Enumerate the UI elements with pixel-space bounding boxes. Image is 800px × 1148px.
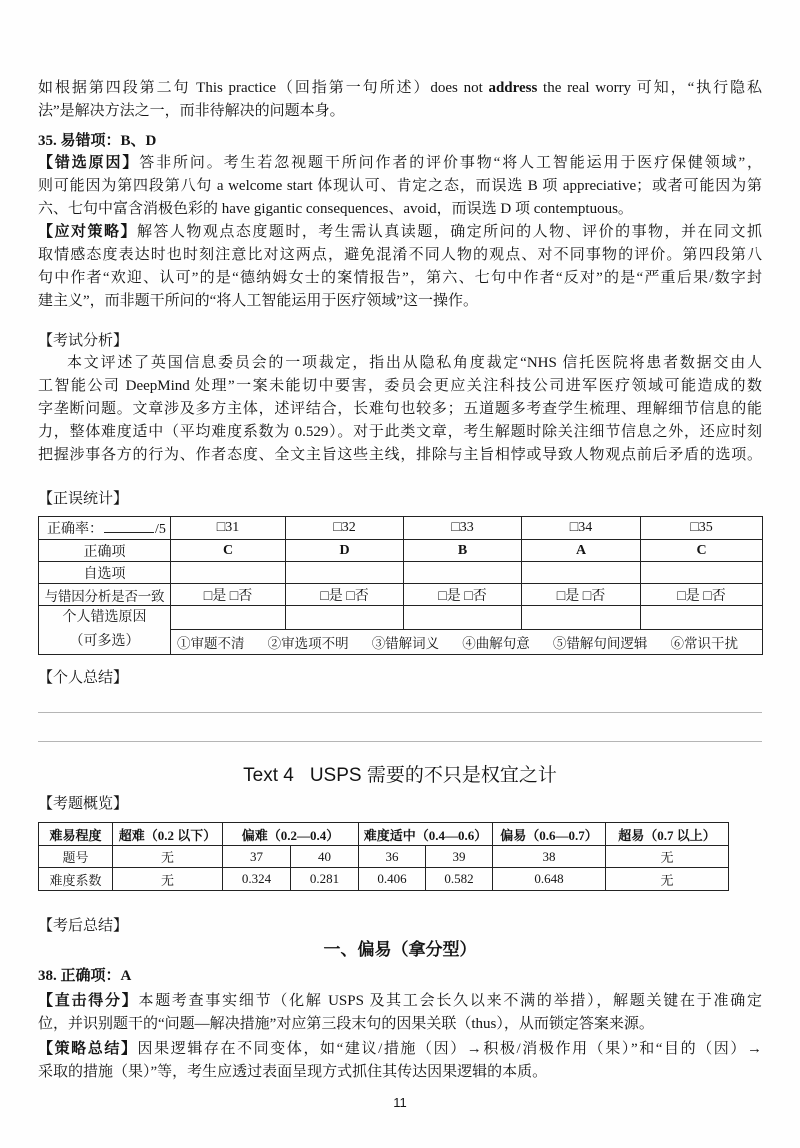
overview-header-cell: 超易（0.7 以上）	[606, 823, 729, 846]
summary-rule-line	[38, 741, 762, 742]
accuracy-blank	[104, 520, 154, 533]
stats-heading: 【正误统计】	[38, 490, 129, 507]
question-34-box: □34	[522, 517, 641, 540]
personal-reason-label: 个人错选原因 （可多选）	[39, 606, 171, 655]
answer-stats-table	[38, 516, 763, 655]
personal-reason-cell	[522, 606, 641, 630]
question-32-box: □32	[286, 517, 404, 540]
consistent-label: 与错因分析是否一致	[39, 584, 171, 606]
q38-strategy-line-1: 【策略总结】因果逻辑存在不同变体，如“建议/措施（因）→积极/消极作用（果）”和“目的（因）→	[38, 1041, 762, 1057]
q38-heading: 38. 正确项：A	[38, 968, 132, 984]
q35-strategy-line-4: 建主义”，而非题干所问的“将人工智能运用于医疗领域”这一操作。	[38, 293, 478, 309]
stats-row-correct	[39, 540, 763, 562]
question-number: 36	[359, 846, 426, 868]
exam-analysis-line-2: 工智能公司 DeepMind 处理”一案未能切中要害，委员会更应关注科技公司进军医疗领域可能造成的数	[38, 378, 762, 394]
exam-analysis-line-4: 力，整体难度适中（平均难度系数为 0.529）。对于此类文章，考生解题时除关注细节信息之外，还应时刻	[38, 424, 762, 440]
question-number: 38	[493, 846, 606, 868]
q38-strategy-line-2: 采取的措施（果）”等，考生应透过表面呈现方式抓住其传达因果逻辑的本质。	[38, 1064, 548, 1080]
difficulty-coef: 0.582	[426, 868, 493, 891]
correct-answer: D	[286, 540, 404, 562]
exam-analysis-paragraph	[38, 352, 762, 467]
page-number: 11	[393, 1095, 407, 1110]
difficulty-coef: 0.648	[493, 868, 606, 891]
self-choice-cell	[171, 562, 286, 584]
q35-reason-line-1: 【错选原因】答非所问。考生若忽视题干所问作者的评价事物“将人工智能运用于医疗保健领域”，	[38, 155, 762, 171]
bold-keyword: address	[488, 80, 538, 96]
q38-score-paragraph	[38, 990, 762, 1036]
difficulty-coef: 0.324	[223, 868, 291, 891]
difficulty-coef: 无	[606, 868, 729, 891]
intro-line-1: 如根据第四段第二句 This practice（回指第一句所述）does not address the real worry 可知，“执行隐私	[38, 80, 762, 96]
intro-paragraph	[38, 77, 762, 123]
q35-strategy-paragraph	[38, 221, 762, 313]
self-choice-cell	[522, 562, 641, 584]
accuracy-cell: 正确率： /5	[39, 517, 171, 540]
reason-label: 【错选原因】	[38, 155, 140, 171]
reason-option: ②审选项不明	[267, 635, 349, 651]
post-exam-heading: 【考后总结】	[38, 917, 129, 934]
intro-line-2: 法”是解决方法之一，而非待解决的问题本身。	[38, 103, 345, 119]
q38-score-line-1: 【直击得分】本题考查事实细节（化解 USPS 及其工会长久以来不满的举措），解题关键在于准确定	[38, 993, 762, 1009]
personal-summary-heading: 【个人总结】	[38, 669, 129, 686]
exam-analysis-line-1: 本文评述了英国信息委员会的一项裁定，指出从隐私角度裁定“NHS 信托医院将患者数据交由人	[67, 355, 762, 371]
difficulty-coef: 0.406	[359, 868, 426, 891]
yes-no-boxes: □是 □否	[171, 584, 286, 606]
overview-header-cell: 难易程度	[39, 823, 113, 846]
difficulty-coef: 无	[113, 868, 223, 891]
coef-label: 难度系数	[39, 868, 113, 891]
stats-row-self	[39, 562, 763, 584]
question-35-box: □35	[641, 517, 763, 540]
correct-answer: A	[522, 540, 641, 562]
exam-analysis-heading: 【考试分析】	[38, 332, 129, 349]
question-number: 40	[291, 846, 359, 868]
overview-header-cell: 超难（0.2 以下）	[113, 823, 223, 846]
self-choice-label: 自选项	[39, 562, 171, 584]
exam-analysis-line-5: 把握涉事各方的行为、作者态度、全文主旨这些主线，排除与主旨相悖或导致人物观点前后矛盾的选项。	[38, 447, 762, 463]
stats-row-personal	[39, 606, 763, 630]
strategy-summary-label: 【策略总结】	[38, 1041, 138, 1057]
personal-reason-cell	[171, 606, 286, 630]
self-choice-cell	[641, 562, 763, 584]
difficulty-overview-table	[38, 822, 729, 891]
score-label: 【直击得分】	[38, 993, 139, 1009]
question-31-box: □31	[171, 517, 286, 540]
correct-answer: C	[171, 540, 286, 562]
reason-option: ⑥常识干扰	[670, 635, 738, 651]
personal-reason-cell	[286, 606, 404, 630]
text4-title: Text 4 USPS 需要的不只是权宜之计	[243, 765, 557, 786]
q35-strategy-line-2: 取情感态度表达时也时刻注意比对这两点，避免混淆不同人物的观点、对不同事物的评价。第四段第八	[38, 247, 762, 263]
yes-no-boxes: □是 □否	[641, 584, 763, 606]
overview-header-row	[39, 823, 729, 846]
stats-row-consistent	[39, 584, 763, 606]
overview-numbers-row	[39, 846, 729, 868]
summary-rule-line	[38, 712, 762, 713]
overview-header-cell: 难度适中（0.4—0.6）	[359, 823, 493, 846]
reason-option: ④曲解句意	[462, 635, 530, 651]
self-choice-cell	[404, 562, 522, 584]
overview-heading: 【考题概览】	[38, 795, 129, 812]
overview-header-cell: 偏难（0.2—0.4）	[223, 823, 359, 846]
overview-header-cell: 偏易（0.6—0.7）	[493, 823, 606, 846]
stats-row-accuracy	[39, 517, 763, 540]
q38-score-line-2: 位，并识别题干的“问题—解决措施”对应第三段末句的因果关联（thus），从而锁定答案来源。	[38, 1016, 654, 1032]
difficulty-coef: 0.281	[291, 868, 359, 891]
q35-heading: 35. 易错项：B、D	[38, 133, 157, 149]
personal-reason-cell	[641, 606, 763, 630]
section-title: 一、偏易（拿分型）	[323, 940, 477, 959]
q35-reason-paragraph	[38, 152, 762, 221]
self-choice-cell	[286, 562, 404, 584]
yes-no-boxes: □是 □否	[404, 584, 522, 606]
correct-answer: C	[641, 540, 763, 562]
correct-label: 正确项	[39, 540, 171, 562]
q38-strategy-paragraph	[38, 1038, 762, 1084]
reason-options-cell	[171, 629, 763, 654]
q35-strategy-line-3: 句中作者“欢迎、认可”的是“德纳姆女士的案情报告”，第六、七句中作者“反对”的是“严重后果/数字封	[38, 270, 762, 286]
yes-no-boxes: □是 □否	[522, 584, 641, 606]
question-number: 39	[426, 846, 493, 868]
reason-option: ③错解词义	[371, 635, 440, 651]
question-33-box: □33	[404, 517, 522, 540]
yes-no-boxes: □是 □否	[286, 584, 404, 606]
question-number: 无	[113, 846, 223, 868]
q35-reason-line-3: 六、七句中富含消极色彩的 have gigantic consequences、avoid，而误选 D 项 contemptuous。	[38, 201, 633, 217]
q35-reason-line-2: 则可能因为第四段第八句 a welcome start 体现认可、肯定之态，而误选 B 项 appreciative；或者可能因为第	[38, 178, 762, 194]
exam-analysis-line-3: 字垄断问题。文章涉及多方主体，述评结合，长难句也较多；五道题多考查学生梳理、理解细节信息的能	[38, 401, 762, 417]
question-number: 无	[606, 846, 729, 868]
reason-option: ①审题不清	[177, 635, 245, 651]
q35-strategy-line-1: 【应对策略】解答人物观点态度题时，考生需认真读题，确定所问的人物、评价的事物，并在同文抓	[38, 224, 762, 240]
correct-answer: B	[404, 540, 522, 562]
personal-reason-cell	[404, 606, 522, 630]
question-number: 37	[223, 846, 291, 868]
numbers-label: 题号	[39, 846, 113, 868]
overview-coef-row	[39, 868, 729, 891]
reason-option: ⑤错解句间逻辑	[552, 635, 648, 651]
strategy-label: 【应对策略】	[38, 224, 137, 240]
